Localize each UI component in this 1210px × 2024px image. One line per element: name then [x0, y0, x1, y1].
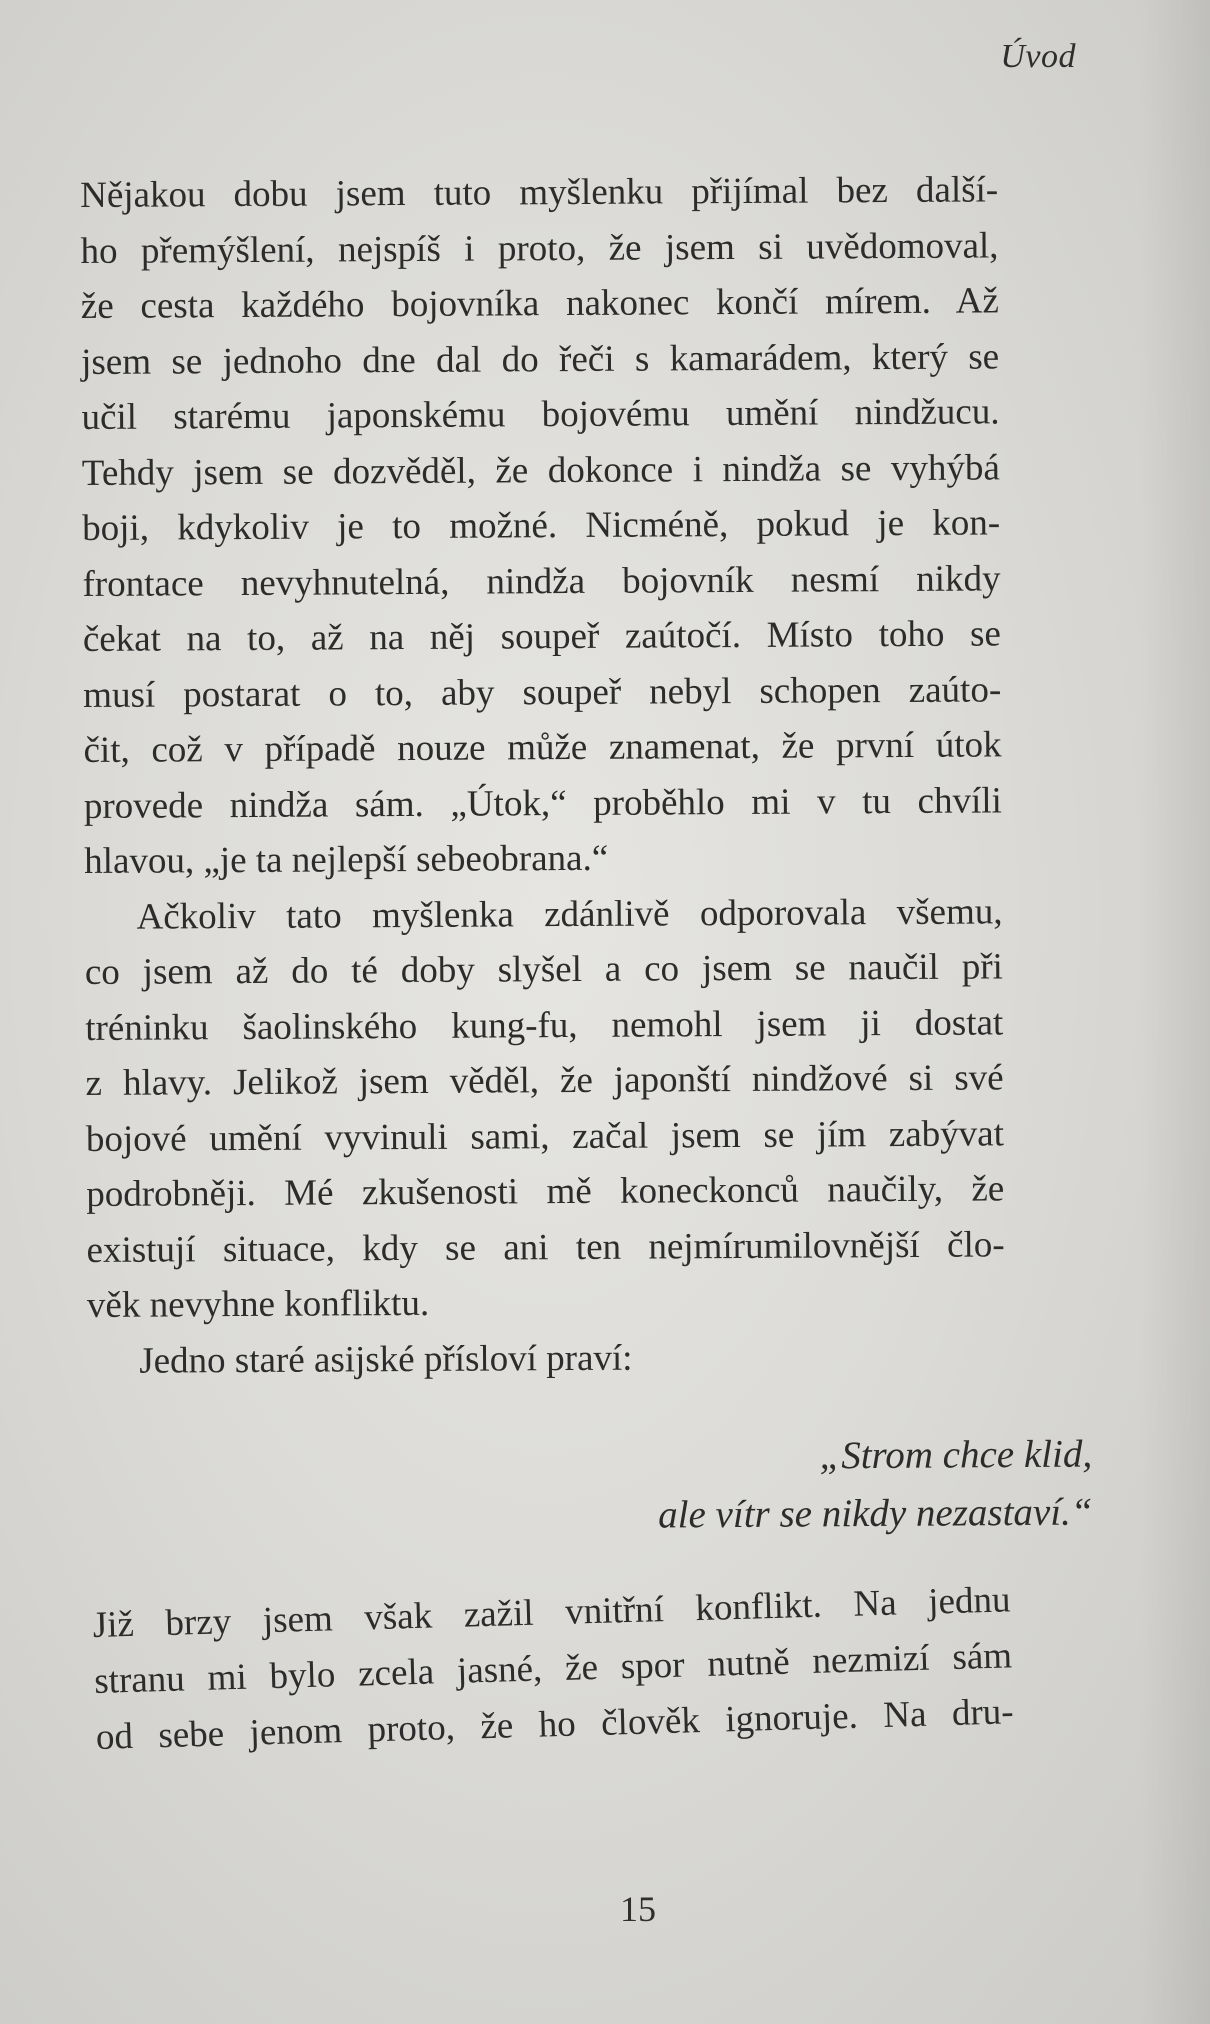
text-line: Nějakou dobu jsem tuto myšlenku přijímal bez další- — [80, 169, 999, 216]
text-line: Jedno staré asijské přísloví praví: — [139, 1337, 633, 1382]
text-line: z hlavy. Jelikož jsem věděl, že japonští nindžové si své — [85, 1057, 1004, 1104]
text-line: hlavou, „je ta nejlepší sebeobrana.“ — [84, 837, 609, 882]
text-line: frontace nevyhnutelná, nindža bojovník nesmí nikdy — [82, 557, 1001, 605]
quote-line: „Strom chce klid, — [819, 1432, 1092, 1478]
text-line: Ačkoliv tato myšlenka zdánlivě odporovala všemu, — [136, 890, 1003, 938]
proverb-quote — [657, 1425, 1092, 1544]
text-line: že cesta každého bojovníka nakonec končí mírem. Až — [80, 280, 999, 327]
text-line: ho přemýšlení, nejspíš i proto, že jsem si uvědomoval, — [80, 224, 999, 272]
text-line: existují situace, kdy se ani ten nejmírumilovnější člo- — [86, 1223, 1005, 1271]
text-line: Tehdy jsem se dozvěděl, že dokonce i nindža se vyhýbá — [81, 446, 1000, 494]
text-line: od sebe jenom proto, že ho člověk ignoruje. Na dru- — [95, 1691, 1015, 1758]
running-head: Úvod — [1000, 38, 1076, 75]
text-line: boji, kdykoliv je to možné. Nicméně, pokud je kon- — [82, 502, 1001, 549]
text-line: čekat na to, až na něj soupeř zaútočí. Místo toho se — [82, 613, 1001, 660]
page-number: 15 — [620, 1889, 656, 1929]
text-line: věk nevyhne konfliktu. — [86, 1282, 430, 1326]
text-line: bojové umění vyvinuli sami, začal jsem se jím zabývat — [85, 1112, 1005, 1160]
text-line: Již brzy jsem však zažil vnitřní konflikt. Na jednu — [92, 1579, 1011, 1646]
text-line: jsem se jednoho dne dal do řeči s kamarádem, který se — [81, 335, 1000, 383]
text-line: učil starému japonskému bojovému umění nindžucu. — [81, 391, 1000, 438]
text-line: tréninku šaolinského kung-fu, nemohl jsem ji dostat — [85, 1001, 1004, 1049]
quote-line: ale vítr se nikdy nezastaví.“ — [657, 1490, 1093, 1537]
body-text — [80, 162, 1005, 1389]
page-shadow — [1140, 0, 1210, 2024]
continuation-text — [92, 1572, 1014, 1766]
text-line: provede nindža sám. „Útok,“ proběhlo mi v tu chvíli — [83, 779, 1003, 827]
text-line: čit, což v případě nouze může znamenat, že první útok — [83, 724, 1002, 771]
text-line: co jsem až do té doby slyšel a co jsem se naučil při — [84, 946, 1004, 993]
text-line: stranu mi bylo zcela jasné, že spor nutně nezmizí sám — [93, 1635, 1013, 1702]
text-line: musí postarat o to, aby soupeř nebyl schopen zaúto- — [83, 668, 1002, 716]
text-line: podrobněji. Mé zkušenosti mě koneckonců naučily, že — [86, 1168, 1005, 1215]
